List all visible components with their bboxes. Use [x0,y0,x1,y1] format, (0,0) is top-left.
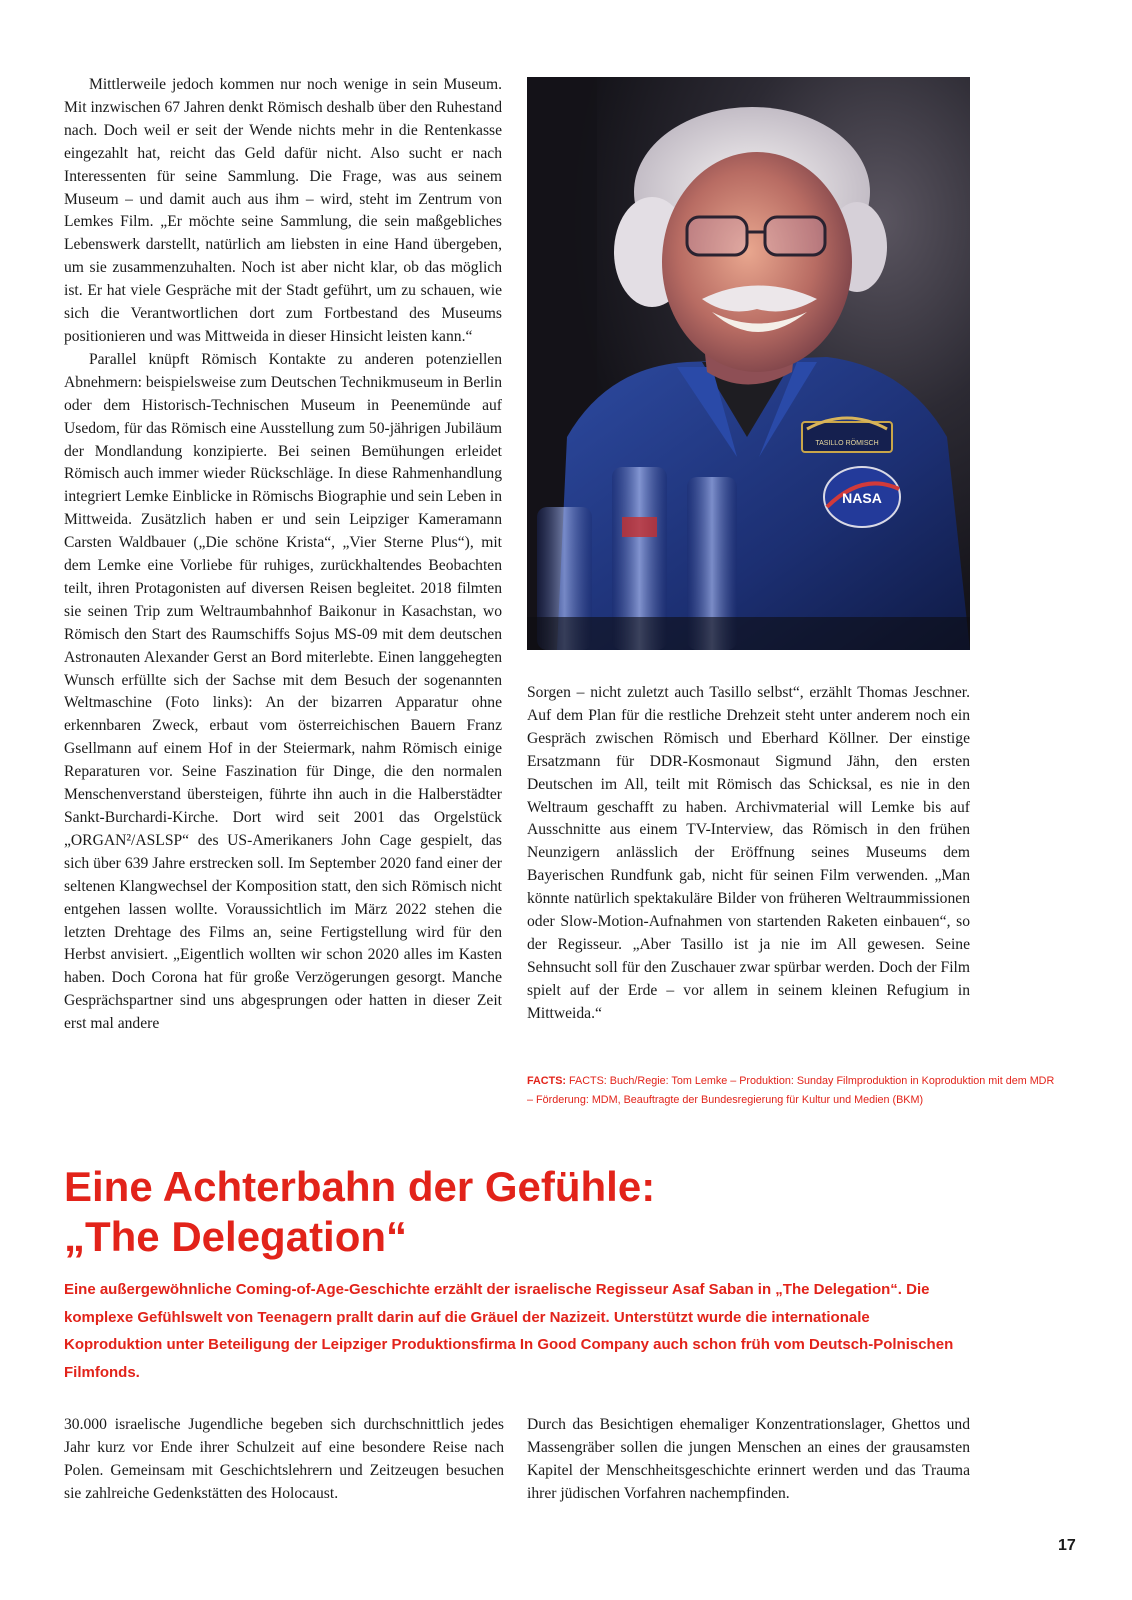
article-left-column [64,74,502,1036]
paragraph-1: Mittlerweile jedoch kommen nur noch wenige in sein Museum. Mit inzwischen 67 Jahren denkt Römisch deshalb über den Ruhestand nach. Doch weil er seit der Wende nichts mehr in die Rentenkasse eingezahlt hat, reicht das Geld dafür nicht. Also sucht er nach Interessenten für seine Sammlung. Die Frage, was aus seinem Museum – und damit auch aus ihm – wird, steht im Zentrum von Lemkes Film. „Er möchte seine Sammlung, die sein maßgebliches Lebenswerk darstellt, natürlich am liebsten in eine Hand übergeben, um sie zusammenzuhalten. Noch ist aber nicht klar, ob das möglich ist. Er hat viele Gespräche mit der Stadt geführt, um zu schauen, wie sich die Verantwortlichen dort zum Fortbestand des Museums positionieren und was Mittweida in dieser Hinsicht leisten kann.“ [64,76,502,345]
headline-line-1: Eine Achterbahn der Gefühle: [64,1163,656,1210]
article2-paragraph-left: 30.000 israelische Jugendliche begeben sich durchschnittlich jedes Jahr kurz vor Ende ihrer Schulzeit auf eine besondere Reise nach Polen. Gemeinsam mit Geschichtslehrern und Zeitzeugen besuchen sie zahlreiche Gedenkstätten des Holocaust. [64,1416,504,1502]
article-headline [64,1162,1064,1262]
facts-box [527,1072,1057,1110]
article2-right-column [527,1414,970,1506]
paragraph-continuation: Sorgen – nicht zuletzt auch Tasillo selbst“, erzählt Thomas Jeschner. Auf dem Plan für die restliche Drehzeit steht unter anderem noch ein Gespräch zwischen Römisch und Eberhard Köllner. Der einstige Ersatzmann für DDR-Kosmonaut Sigmund Jähn, den ersten Deutschen im All, teilt mit Römisch das Schicksal, es nie in den Weltraum geschafft zu haben. Archivmaterial will Lemke bis auf Ausschnitte aus einem TV-Interview, das Römisch in den frühen Neunzigern anlässlich der Eröffnung seines Museums dem Bayerischen Rundfunk gab, nicht für seinen Film verwenden. „Man könnte natürlich spektakuläre Bilder von früheren Weltraummissionen oder Slow-Motion-Aufnahmen von startenden Raketen einbauen“, so der Regisseur. „Aber Tasillo ist ja nie im All gewesen. Seine Sehnsucht soll für den Zuschauer zwar spürbar werden. Doch der Film spielt auf der Erde – vor allem in seinem kleinen Refugium in Mittweida.“ [527,684,970,1022]
article2-left-column [64,1414,504,1506]
article-right-column [527,682,970,1026]
article2-paragraph-right: Durch das Besichtigen ehemaliger Konzentrationslager, Ghettos und Massengräber sollen die jungen Menschen an eines der grausamsten Kapitel der Menschheitsgeschichte erinnert werden und das Trauma ihrer jüdischen Vorfahren nachempfinden. [527,1416,970,1502]
headline-line-2: „The Delegation“ [64,1213,408,1260]
facts-label: FACTS: [527,1075,566,1087]
name-patch-text: TASILLO RÖMISCH [815,440,879,447]
paragraph-2: Parallel knüpft Römisch Kontakte zu anderen potenziellen Abnehmern: beispielsweise zum Deutschen Technikmuseum in Berlin oder dem Historisch-Technischen Museum in Peenemünde auf Usedom, für das Römisch eine Ausstellung zum 50-jährigen Jubiläum der Mondlandung konzipierte. Bei seinen Bemühungen erleidet Römisch auch immer wieder Rückschläge. In diese Rahmenhandlung integriert Lemke Einblicke in Römischs Biographie und sein Leben in Mittweida. Zusätzlich haben er und sein Leipziger Kameramann Carsten Waldbauer („Die schöne Krista“, „Vier Sterne Plus“), mit dem Lemke eine Vorliebe für ruhiges, zurückhaltendes Beobachten teilt, ihren Protagonisten auf diversen Reisen begleitet. 2018 filmten sie seinen Trip zum Weltraumbahnhof Baikonur in Kasachstan, wo Römisch den Start des Raumschiffs Sojus MS-09 mit dem deutschen Astronauten Alexander Gerst an Bord miterlebte. Einen langgehegten Wunsch erfüllte sich der Sachse mit dem Besuch der sogenannten Weltmaschine (Foto links): An der bizarren Apparatur ohne erkennbaren Zweck, erbaut vom österreichischen Bauern Franz Gsellmann auf einem Hof in der Steiermark, nahm Römisch einige Reparaturen vor. Seine Faszination für Dinge, die den normalen Menschenverstand übersteigen, führte ihn auch in die Halberstädter Sankt-Burchardi-Kirche. Dort wird seit 2001 das Orgelstück „ORGAN²/ASLSP“ des US-Amerikaners John Cage gespielt, das sich über 639 Jahre erstrecken soll. Im September 2020 fand einer der seltenen Klangwechsel der Komposition statt, den sich Römisch nicht entgehen lassen wollte. Voraussichtlich im März 2022 stehen die letzten Drehtage des Films an, seine Fertigstellung wird für den Herbst anvisiert. „Eigentlich wollten wir schon 2020 alles im Kasten haben. Doch Corona hat für große Verzögerungen gesorgt. Manche Gesprächspartner sind uns abgesprungen oder hatten in dieser Zeit erst mal andere [64,350,502,1033]
portrait-photo [527,77,970,650]
nasa-patch-text: NASA [842,490,882,506]
page-number: 17 [1058,1537,1076,1554]
facts-text: FACTS: Buch/Regie: Tom Lemke – Produktion: Sunday Filmproduktion in Koproduktion mit dem MDR – Förderung: MDM, Beauftragte der Bundesregierung für Kultur und Medien (BKM) [527,1075,1055,1106]
article-lead: Eine außergewöhnliche Coming-of-Age-Geschichte erzählt der israelische Regisseur Asaf Saban in „The Delegation“. Die komplexe Gefühlswelt von Teenagern prallt darin auf die Gräuel der Nazizeit. Unterstützt wurde die internationale Koproduktion unter Beteiligung der Leipziger Produktionsfirma In Good Company auch schon früh vom Deutsch-Polnischen Filmfonds. [64,1281,954,1381]
